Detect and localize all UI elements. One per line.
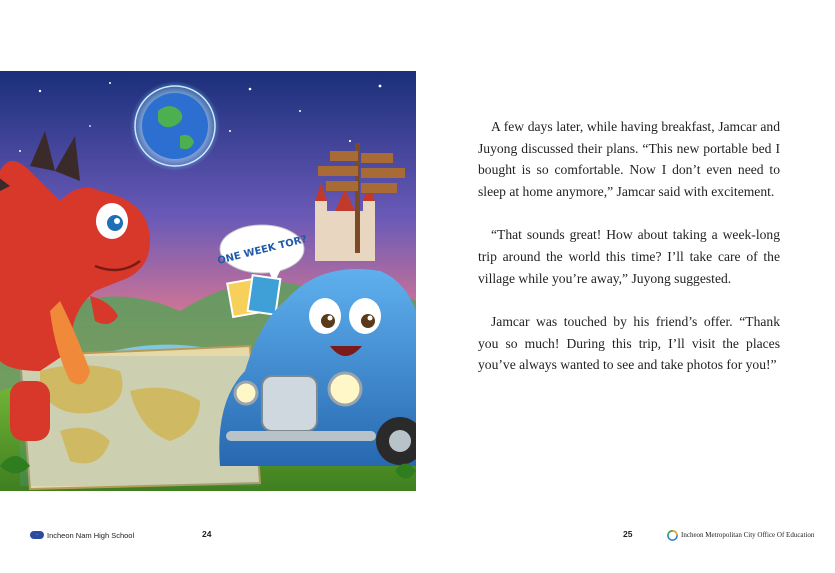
school-name: Incheon Nam High School xyxy=(47,530,135,540)
speech-bubble-text: ONE WEEK TOR? xyxy=(216,233,309,267)
footer-left xyxy=(30,527,134,543)
story-paragraph-3: Jamcar was touched by his friend’s offer. “Thank you so much! During this trip, I’ll visit the places you’ve always wanted to see and take photos for you!” xyxy=(478,314,780,373)
story-paragraph-1: A few days later, while having breakfast, Jamcar and Juyong discussed their plans. “This new portable bed I bought is so comfortable. Now I don’t even need to sleep at home anymore,” Jamcar said with excitement. xyxy=(478,119,780,199)
page-number-left: 24 xyxy=(202,529,212,539)
education-office-logo-icon xyxy=(667,530,678,541)
postcards xyxy=(227,275,280,317)
castle xyxy=(315,183,375,261)
dragon-and-car-scene xyxy=(0,71,416,491)
story-text xyxy=(478,116,780,398)
footer-right xyxy=(667,527,814,543)
school-logo-icon: ·· xyxy=(30,531,44,539)
story-illustration xyxy=(0,71,416,491)
education-office-name: Incheon Metropolitan City Office Of Education xyxy=(681,531,815,539)
earth-globe-icon xyxy=(130,81,220,171)
page-number-right: 25 xyxy=(623,529,633,539)
story-paragraph-2: “That sounds great! How about taking a week-long trip around the world this time? I’ll take care of the village while you’re away,” Juyong suggested. xyxy=(478,227,780,286)
